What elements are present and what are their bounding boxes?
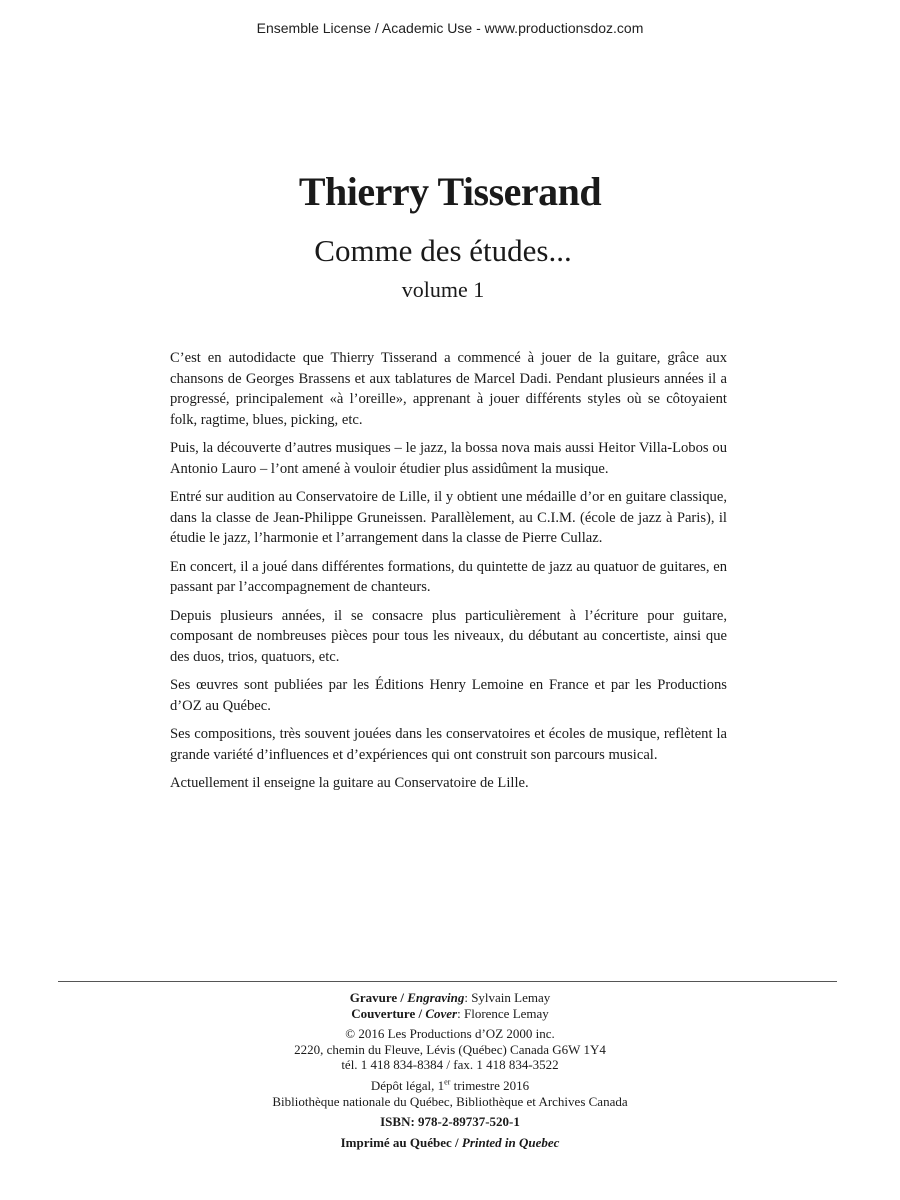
publisher-phone: tél. 1 418 834-8384 / fax. 1 418 834-3522 xyxy=(341,1057,559,1073)
printed-fr: Imprimé au Québec / xyxy=(340,1134,459,1150)
book-title: Comme des études... xyxy=(314,233,572,268)
cover-label-fr: Couverture / xyxy=(351,1005,423,1021)
printed-en: Printed in Quebec xyxy=(461,1134,560,1150)
engraving-label-fr: Gravure / xyxy=(349,990,404,1005)
legal-deposit xyxy=(0,1078,900,1094)
publisher-address: 2220, chemin du Fleuve, Lévis (Québec) Canada G6W 1Y4 xyxy=(294,1041,606,1057)
bio-paragraph: Actuellement il enseigne la guitare au Conservatoire de Lille. xyxy=(170,775,529,791)
author-name: Thierry Tisserand xyxy=(298,169,602,214)
bio-paragraph: Ses œuvres sont publiées par les Éditions Henry Lemoine en France et par les Productions d’OZ au Québec. xyxy=(170,677,727,714)
printed-in xyxy=(0,1135,900,1151)
engraving-credit xyxy=(0,990,900,1006)
copyright: © 2016 Les Productions d’OZ 2000 inc. xyxy=(345,1026,555,1042)
cover-name: : Florence Lemay xyxy=(457,1005,549,1021)
ordinal-suffix: er xyxy=(444,1077,451,1087)
bio-paragraph: Ses compositions, très souvent jouées dans les conservatoires et écoles de musique, reflètent la grande variété d’influences et d’expériences qui ont construit son parcours musical. xyxy=(170,726,727,763)
legal-deposit-quarter: trimestre 2016 xyxy=(450,1077,530,1093)
cover-label-en: Cover xyxy=(425,1005,458,1021)
bio-paragraph: Depuis plusieurs années, il se consacre plus particulièrement à l’écriture pour guitare, composant de nombreuses pièces pour tous les niveaux, du débutant au concertiste, ainsi que des duos, trios, quatuors, etc. xyxy=(170,607,727,665)
libraries: Bibliothèque nationale du Québec, Bibliothèque et Archives Canada xyxy=(272,1093,628,1109)
divider xyxy=(58,981,837,982)
biography xyxy=(170,348,727,802)
engraving-name: : Sylvain Lemay xyxy=(464,990,551,1005)
legal-deposit-text: Dépôt légal, 1 xyxy=(370,1077,445,1093)
bio-paragraph: C’est en autodidacte que Thierry Tisserand a commencé à jouer de la guitare, grâce aux chansons de Georges Brassens et aux tablatures de Marcel Dadi. Pendant plusieurs années il a progressé, principalement «à l’oreille», apprenant à jouer différents styles où se côtoyaient folk, ragtime, blues, picking, etc. xyxy=(170,350,727,428)
isbn: ISBN: 978-2-89737-520-1 xyxy=(380,1114,520,1130)
bio-paragraph: En concert, il a joué dans différentes formations, du quintette de jazz au quatuor de guitares, en passant par l’accompagnement de chanteurs. xyxy=(170,558,727,595)
bio-paragraph: Entré sur audition au Conservatoire de Lille, il y obtient une médaille d’or en guitare classique, dans la classe de Jean-Philippe Gruneissen. Parallèlement, au C.I.M. (école de jazz à Paris), il étudie le jazz, l’harmonie et l’arrangement dans la classe de Pierre Cullaz. xyxy=(170,489,727,546)
cover-credit xyxy=(0,1006,900,1022)
license-header: Ensemble License / Academic Use - www.productionsdoz.com xyxy=(256,20,644,36)
volume-label: volume 1 xyxy=(401,277,485,302)
engraving-label-en: Engraving xyxy=(407,990,465,1005)
credits-block xyxy=(0,990,900,1150)
bio-paragraph: Puis, la découverte d’autres musiques – le jazz, la bossa nova mais aussi Heitor Villa-Lobos ou Antonio Lauro – l’ont amené à vouloir étudier plus assidûment la musique. xyxy=(170,440,727,477)
